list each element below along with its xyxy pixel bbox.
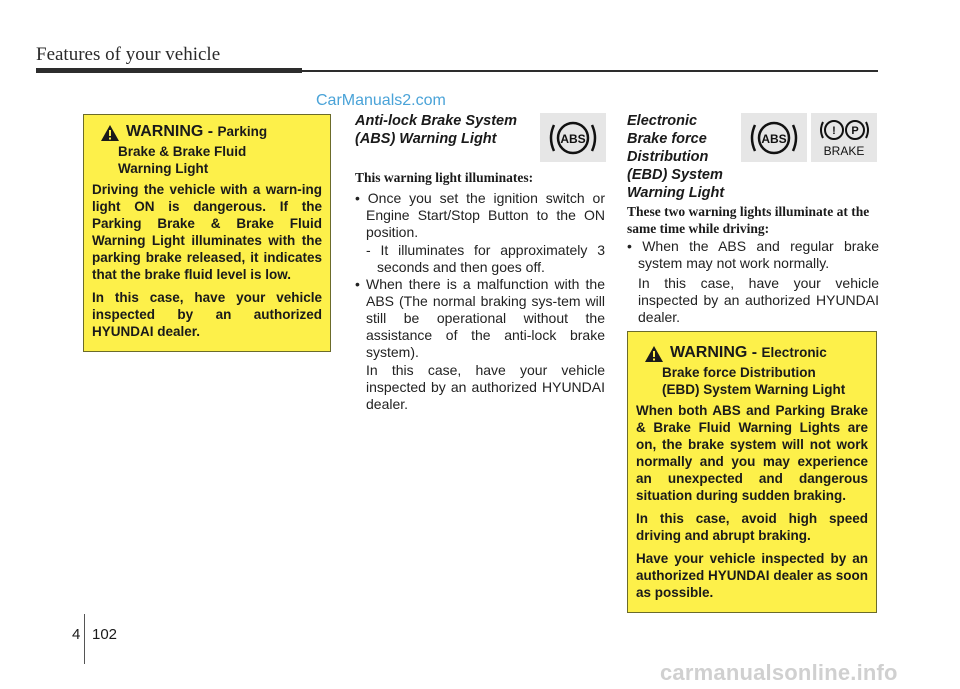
ebd-body <box>627 238 879 326</box>
abs-section-title <box>355 112 517 148</box>
watermark-top: CarManuals2.com <box>316 92 446 109</box>
abs-icon-box <box>540 113 606 162</box>
abs-bullet: • Once you set the ignition switch or Engine Start/Stop Button to the ON position. <box>355 190 605 240</box>
chapter-number: 4 <box>72 626 81 643</box>
abs-body <box>355 190 605 413</box>
warning-paragraph: In this case, have your vehicle inspected by an authorized HYUNDAI dealer. <box>92 290 322 339</box>
page-number-divider <box>84 614 85 664</box>
warning-word: WARNING - <box>126 123 218 140</box>
warning-title-line2: Brake force Distribution <box>662 365 816 380</box>
svg-text:!: ! <box>832 124 836 137</box>
warning-box-parking-brake <box>83 114 331 352</box>
warning-body <box>636 402 868 601</box>
warning-paragraph: Driving the vehicle with a warn-ing light ON is dangerous. If the Parking Brake & Brake Fluid Warning Light illuminates with the parking brake released, it indicates that the brake fluid level is low. <box>92 182 322 282</box>
warning-paragraph: Have your vehicle inspected by an authorized HYUNDAI dealer as soon as possible. <box>636 551 868 600</box>
ebd-title-line: (EBD) System <box>627 167 723 183</box>
warning-triangle-icon <box>100 123 120 143</box>
warning-title-line3: (EBD) System Warning Light <box>662 382 846 397</box>
ebd-title-line: Distribution <box>627 149 709 165</box>
brake-warning-icon <box>815 116 873 160</box>
abs-lead: This warning light illuminates: <box>355 170 534 185</box>
warning-header <box>636 344 868 364</box>
warning-triangle-icon <box>644 344 664 364</box>
warning-title-line1: Electronic <box>761 345 827 360</box>
ebd-title-line: Warning Light <box>627 185 725 201</box>
warning-title-line1: Parking <box>217 124 268 139</box>
page-header-title: Features of your vehicle <box>36 44 221 65</box>
brake-icon-label: BRAKE <box>823 143 865 158</box>
abs-bullet: • When there is a malfunction with the ABS (The normal braking sys-tem will still be operational without the assistance of the anti-lock brake system). <box>355 276 605 360</box>
abs-paragraph: In this case, have your vehicle inspected by an authorized HYUNDAI dealer. <box>366 362 605 412</box>
warning-word: WARNING - <box>670 344 762 361</box>
page-number: 102 <box>92 626 118 643</box>
warning-box-ebd <box>627 331 877 613</box>
abs-title-line2: (ABS) Warning Light <box>355 131 497 147</box>
abs-icon-label: ABS <box>560 131 586 146</box>
ebd-section-title <box>627 112 724 202</box>
warning-title-line2: Brake & Brake Fluid <box>118 144 247 159</box>
ebd-lead: These two warning lights illuminate at the same time while driving: <box>627 204 870 236</box>
abs-sub-item: - It illuminates for approximately 3 seconds and then goes off. <box>366 242 605 275</box>
warning-paragraph: When both ABS and Parking Brake & Brake Fluid Warning Lights are on, the brake system will not work normally and you may experience an unexpected and dangerous situation during sudden braking. <box>636 403 868 503</box>
abs-title-line1: Anti-lock Brake System <box>355 113 517 129</box>
ebd-brake-icon-box <box>811 113 877 162</box>
watermark-bottom: carmanualsonline.info <box>660 660 898 685</box>
header-rule-thick <box>36 68 302 73</box>
warning-header <box>92 123 322 143</box>
ebd-title-line: Electronic <box>627 113 698 129</box>
svg-text:P: P <box>851 124 859 137</box>
warning-title-line3: Warning Light <box>118 161 209 176</box>
header-rule-thin <box>300 70 878 72</box>
warning-paragraph: In this case, avoid high speed driving and abrupt braking. <box>636 511 868 543</box>
warning-body <box>92 181 322 340</box>
abs-icon-label: ABS <box>761 131 787 146</box>
abs-warning-icon <box>546 117 600 159</box>
abs-warning-icon <box>747 117 801 159</box>
ebd-abs-icon-box <box>741 113 807 162</box>
ebd-title-line: Brake force <box>627 131 707 147</box>
ebd-paragraph: In this case, have your vehicle inspected by an authorized HYUNDAI dealer. <box>638 275 879 325</box>
ebd-bullet: • When the ABS and regular brake system may not work normally. <box>627 238 879 271</box>
